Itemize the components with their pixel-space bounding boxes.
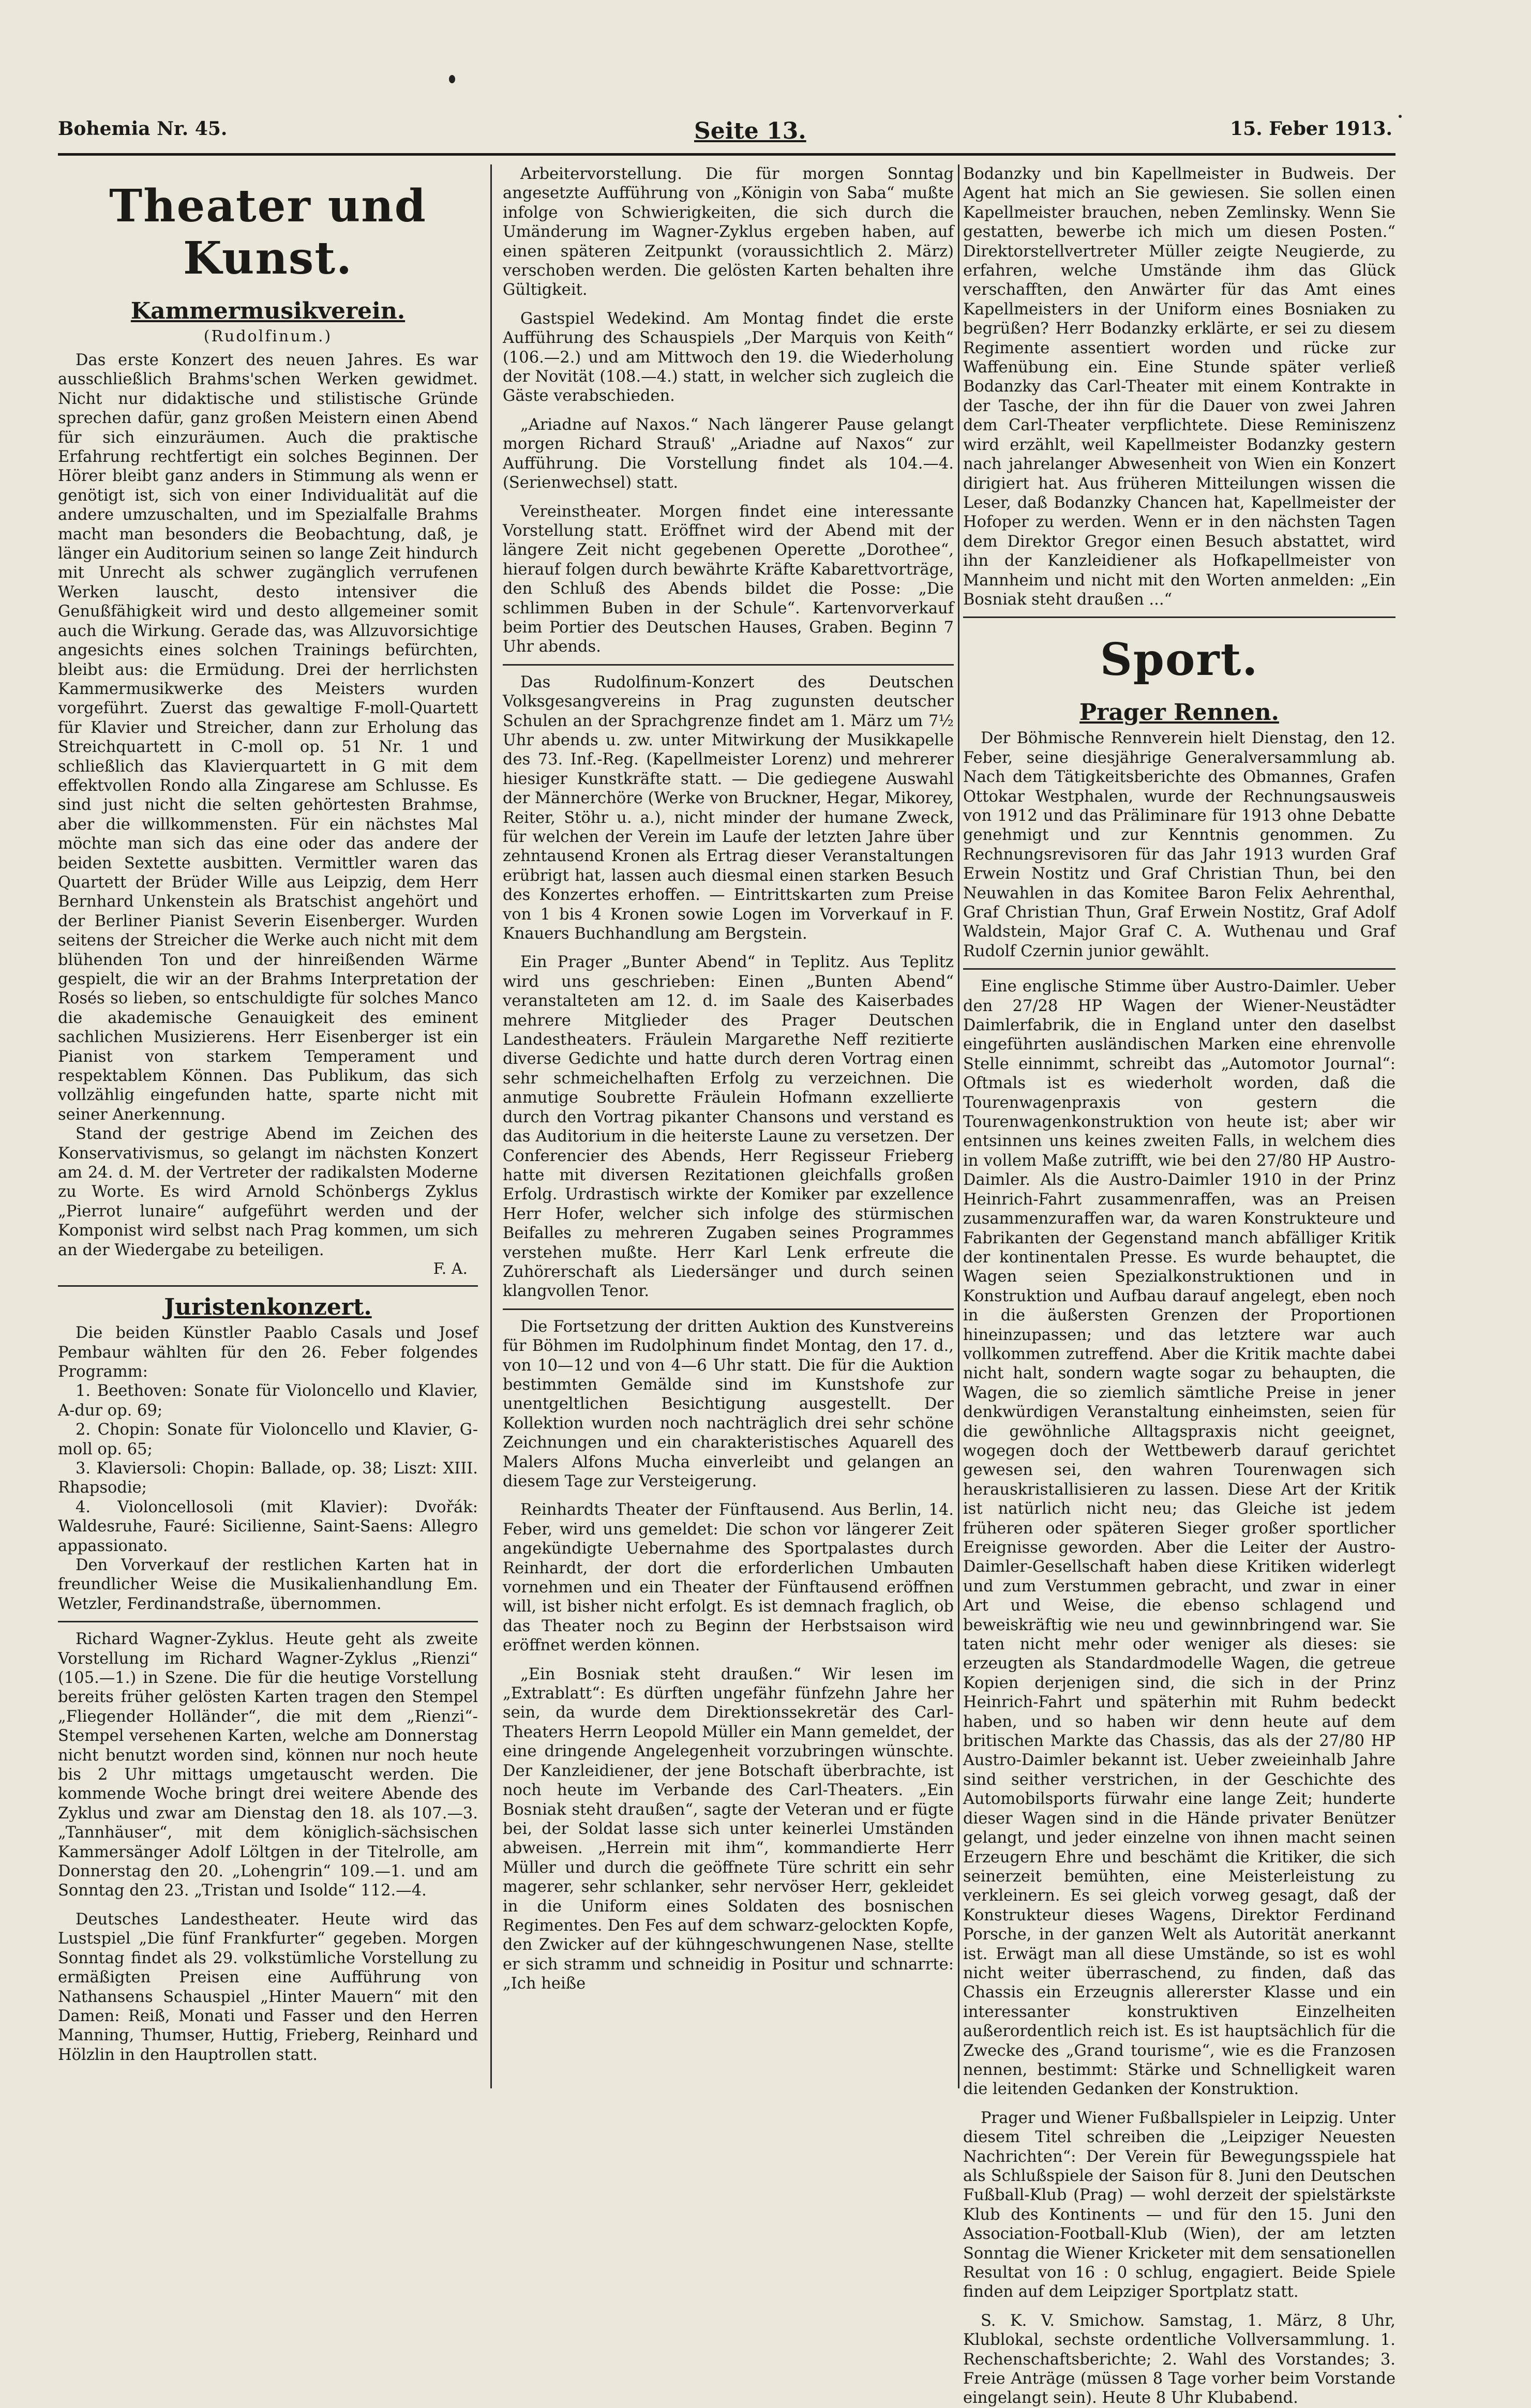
section-title-theater: Theater und Kunst. [109,180,427,284]
header-issue: Bohemia Nr. 45. [58,118,228,140]
article-text: Deutsches Landestheater. Heute wird das Lustspiel „Die fünf Frankfurter“ gegeben. Morgen Sonntag findet als 29. volkstümliche Vorstellung zu ermäßigten Preisen eine Aufführung von Nathansens Schauspiel „Hinter Mauern“ mit den Damen: Reiß, Monati und Fasser und den Herren Manning, Thumser, Huttig, Frieberg, Reinhard und Hölzlin in den Hauptrollen statt. [58,1910,478,2064]
program-item: 2. Chopin: Sonate für Violoncello und Klavier, G-moll op. 65; [58,1421,478,1458]
article-divider [503,664,954,666]
program-item: 4. Violoncellosoli (mit Klavier): Dvořák: Waldesruhe, Fauré: Sicilienne, Saint-Saens: Allegro appassionato. [58,1498,478,1555]
header-date: 15. Feber 1913. [1230,118,1392,140]
column-2 [503,164,954,2140]
article-text: Ein Prager „Bunter Abend“ in Teplitz. Aus Teplitz wird uns geschrieben: Einen „Bunten Abend“ veranstalteten am 12. d. im Saale des Kaiserbades mehrere Mitglieder des Prager Deutschen Landestheaters. Fräulein Margarethe Neff rezitierte diverse Gedichte und hatte durch deren Vortrag einen sehr schmeichelhaften Erfolg zu verzeichnen. Die anmutige Soubrette Fräulein Hofmann exzellierte durch den Vortrag pikanter Chansons und verstand es das Auditorium in die heiterste Laune zu versetzen. Der Conferencier des Abends, Herr Regisseur Frieberg hatte mit diversen Rezitationen gleichfalls großen Erfolg. Urdrastisch wirkte der Komiker par exzellence Herr Hofer, welcher sich infolge des stürmischen Beifalles zu mehreren Zugaben seines Programmes verstehen mußte. Herr Karl Lenk erfreute die Zuhörerschaft als Liedersänger und durch seinen klangvollen Tenor. [503,953,954,1301]
section-title-sport: Sport. [1100,634,1259,686]
article-divider [963,616,1395,618]
article-divider [58,1621,478,1622]
header-rule [58,153,1395,156]
article-divider [963,968,1395,970]
ink-spot [1399,115,1402,118]
article-signature: F. A. [433,1260,468,1278]
article-text: Richard Wagner-Zyklus. Heute geht als zweite Vorstellung im Richard Wagner-Zyklus „Rienzi“ (105.—1.) in Szene. Die für die heutige Vorstellung bereits früher gelösten Karten tragen den Stempel „Fliegender Holländer“, die mit dem „Rienzi“-Stempel versehenen Karten, welche am Donnerstag nicht benutzt worden sind, können nur noch heute bis 2 Uhr mittags umgetauscht werden. Die kommende Woche bringt drei weitere Abende des Zyklus und zwar am Dienstag den 18. als 107.—3. „Tannhäuser“, mit dem königlich-sächsischen Kammersänger Adolf Löltgen in der Titelrolle, am Donnerstag den 20. „Lohengrin“ 109.—1. und am Sonntag den 23. „Tristan und Isolde“ 112.—4. [58,1630,478,1900]
header-page-number: Seite 13. [694,118,806,144]
article-text: Das Rudolfinum-Konzert des Deutschen Volksgesangvereins in Prag zugunsten deutscher Schulen an der Sprachgrenze findet am 1. März um 7½ Uhr abends u. zw. unter Mitwirkung der Musikkapelle des 73. Inf.-Reg. (Kapellmeister Lorenz) und mehrerer hiesiger Kunstkräfte statt. — Die gediegene Auswahl der Männerchöre (Werke von Bruckner, Hegar, Mikorey, Reiter, Stöhr u. a.), nicht minder der humane Zweck, für welchen der Verein im Laufe der letzten Jahre über zehntausend Kronen als Ertrag dieser Veranstaltungen erübrigt hat, lassen auch diesmal einen starken Besuch des Konzertes erhoffen. — Eintrittskarten zum Preise von 1 bis 4 Kronen sowie Logen im Vorverkauf in F. Knauers Buchhandlung am Bergstein. [503,673,954,943]
article-text: Vereinstheater. Morgen findet eine interessante Vorstellung statt. Eröffnet wird der Abend mit der längere Zeit nicht gegebenen Operette „Dorothee“, hierauf folgen durch bewährte Kräfte Kabarettvorträge, den Schluß des Abends bildet die Posse: „Die schlimmen Buben in der Schule“. Kartenvorverkauf beim Portier des Deutschen Hauses, Graben. Beginn 7 Uhr abends. [503,502,954,656]
article-title-prager-rennen: Prager Rennen. [1079,699,1279,726]
article-text: Eine englische Stimme über Austro-Daimler. Ueber den 27/28 HP Wagen der Wiener-Neustädter Daimlerfabrik, die in England unter den daselbst eingeführten ausländischen Marken eine ehrenvolle Stelle einnimmt, schreibt das „Automotor Journal“: Oftmals ist es wiederholt worden, daß die Tourenwagenpraxis von gestern die Tourenwagenkonstruktion von heute ist; aber wir entsinnen uns keines zweiten Falls, in welchem dies in vollem Maße zutrifft, wie bei den 27/80 HP Austro-Daimler. Als die Austro-Daimler 1910 in der Prinz Heinrich-Fahrt zusammenraffen, was an Preisen zusammenzuraffen war, da waren Konstrukteure und Fabrikanten der Gegenstand manch abfälliger Kritik der kontinentalen Presse. Es wurde behauptet, die Wagen seien Spezialkonstruktionen und in Konstruktion und Aufbau darauf angelegt, eben noch in die äußersten Grenzen der Proportionen hineinzupassen; und das letztere war auch vollkommen zutreffend. Aber die Kritik machte dabei nicht halt, sondern wagte sogar zu behaupten, die Wagen, die so ziemlich sämtliche Preise in jener denkwürdigen Veranstaltung einheimsten, seien für die gewöhnliche Alltagspraxis nicht geeignet, wogegen doch der Wettbewerb darauf gerichtet gewesen sei, den wahren Tourenwagen sich herauskristallisieren zu lassen. Diese Art der Kritik ist natürlich nicht neu; das Gleiche ist jedem früheren oder späteren Sieger großer sportlicher Ereignisse geworden. Aber die Leiter der Austro-Daimler-Gesellschaft haben diese Kritiken widerlegt und zum Verstummen gebracht, und zwar in einer Art und Weise, die ebenso schlagend und beweiskräftig wie neu und gewinnbringend war. Sie taten nicht mehr oder weniger als dieses: sie erzeugten als Standardmodelle Wagen, die getreue Kopien derjenigen sind, die sich in der Prinz Heinrich-Fahrt und späterhin mit Ruhm bedeckt haben, und so haben wir denn heute auf dem britischen Markte das Chassis, das als der 27/80 HP Austro-Daimler bekannt ist. Ueber zweieinhalb Jahre sind seither verstrichen, in der Geschichte des Automobilsports fürwahr eine lange Zeit; hunderte dieser Wagen sind in die Hände privater Benützer gelangt, und jeder einzelne von ihnen macht seinen Erzeugern Ehre und beschämt die Kritiker, die sich seinerzeit bemühten, eine Meisterleistung zu verkleinern. Es sei gleich vorweg gesagt, daß der Konstrukteur dieses Wagens, Direktor Ferdinand Porsche, in der ganzen Welt als Autorität anerkannt ist. Erwägt man all diese Umstände, so ist es wohl nicht weiter überraschend, zu finden, daß das Chassis ein Erzeugnis allererster Klasse und ein interessanter konstruktiven Einzelheiten außerordentlich reich ist. Es ist hauptsächlich für die Zwecke des „Grand tourisme“, wie es die Franzosen nennen, bestimmt: Stärke und Schnelligkeit waren die leitenden Gedanken der Konstruktion. [963,977,1395,2099]
article-text: Den Vorverkauf der restlichen Karten hat in freundlicher Weise die Musikalienhandlung Em. Wetzler, Ferdinandstraße, übernommen. [58,1556,478,1613]
article-title-kammermusik: Kammermusikverein. [130,298,406,324]
page-header [58,118,1392,149]
column-rule-right [958,164,959,2088]
column-1 [58,164,478,2140]
article-text: Der Böhmische Rennverein hielt Dienstag, den 12. Feber, seine diesjährige Generalversammlung ab. Nach dem Tätigkeitsberichte des Obmannes, Grafen Ottokar Westphalen, wurde der Rechnungsausweis von 1912 und das Präliminare für 1913 ohne Debatte genehmigt und zur Kenntnis genommen. Zu Rechnungsrevisoren für das Jahr 1913 wurden Graf Erwein Nostitz und Graf Christian Thun, bei den Neuwahlen in das Komitee Baron Felix Aehrenthal, Graf Christian Thun, Graf Erwein Nostitz, Graf Adolf Waldstein, Major Graf C. A. Wuthenau und Graf Rudolf Czernin junior gewählt. [963,729,1395,960]
column-3 [963,164,1395,2407]
article-divider [58,1285,478,1287]
article-divider [503,1308,954,1310]
article-text: Stand der gestrige Abend im Zeichen des Konservativismus, so gelangt im nächsten Konzert am 24. d. M. der Vertreter der radikalsten Moderne zu Worte. Es wird Arnold Schönbergs Zyklus „Pierrot lunaire“ aufgeführt werden und der Komponist wird selbst nach Prag kommen, um sich an der Wiedergabe zu beteiligen. [58,1125,478,1259]
article-text: Gastspiel Wedekind. Am Montag findet die erste Aufführung des Schauspiels „Der Marquis von Keith“ (106.—2.) und am Mittwoch den 19. die Wiederholung der Novität (108.—4.) statt, in welcher sich zugleich die Gäste verabschieden. [503,309,954,405]
article-text: Arbeitervorstellung. Die für morgen Sonntag angesetzte Aufführung von „Königin von Saba“ mußte infolge von Schwierigkeiten, die sich durch die Umänderung im Wagner-Zyklus ergeben haben, auf einen späteren Zeitpunkt (voraussichtlich 2. März) verschoben werden. Die gelösten Karten behalten ihre Gültigkeit. [503,165,954,299]
article-text: Die beiden Künstler Paablo Casals und Josef Pembaur wählten für den 26. Feber folgendes Programm: [58,1324,478,1381]
program-item: 3. Klaviersoli: Chopin: Ballade, op. 38; Liszt: XIII. Rhapsodie; [58,1459,478,1497]
article-text: Prager und Wiener Fußballspieler in Leipzig. Unter diesem Titel schreiben die „Leipziger Neuesten Nachrichten“: Der Verein für Bewegungsspiele hat als Schlußspiele der Saison für 8. Juni den Deutschen Fußball-Klub (Prag) — wohl derzeit der spielstärkste Klub des Kontinents — und für den 15. Juni den Association-Football-Klub (Wien), der am letzten Sonntag die Wiener Kricketer mit dem sensationellen Resultat von 16 : 0 schlug, engagiert. Beide Spiele finden auf dem Leipziger Sportplatz statt. [963,2109,1395,2301]
article-text: Das erste Konzert des neuen Jahres. Es war ausschließlich Brahms'schen Werken gewidmet. Nicht nur didaktische und stilistische Gründe sprechen dafür, ganz großen Meistern einen Abend für sich einzuräumen. Auch die praktische Erfahrung rechtfertigt ein solches Beginnen. Der Hörer bleibt ganz anders in Stimmung als wenn er genötigt ist, sich von einer Individualität auf die andere umzuschalten, und im Spezialfalle Brahms macht man besonders die Beobachtung, daß, je länger ein Auditorium seinen so lange Zeit hindurch mit Unrecht als schwer zugänglich verrufenen Werken lauscht, desto intensiver die Genußfähigkeit wird und desto allgemeiner somit auch die Wirkung. Gerade das, was Allzuvorsichtige angesichts eines solchen Trainings befürchten, bleibt aus: die Ermüdung. Drei der herrlichsten Kammermusikwerke des Meisters wurden vorgeführt. Zuerst das gewaltige F-moll-Quartett für Klavier und Streicher, dann zur Erholung das Streichquartett in C-moll op. 51 Nr. 1 und schließlich das Klavierquartett in G mit dem effektvollen Rondo alla Zingarese am Schlusse. Es sind just nicht die selten gehörtesten Brahmse, aber die willkommensten. Für ein nächstes Mal möchte man sich das eine oder das andere der beiden Sextette ausbitten. Vermittler waren das Quartett der Brüder Wille aus Leipzig, dem Herr Bernhard Unkenstein als Bratschist angehört und der Berliner Pianist Severin Eisenberger. Wurden seitens der Streicher die Werke auch nicht mit dem blühenden Ton und der hinreißenden Wärme gespielt, die wir an der Brahms Interpretation der Rosés so lieben, so entschuldigte für solches Manco die akademische Genauigkeit des eminent sachlichen Musizierens. Herr Eisenberger ist ein Pianist von starkem Temperament und respektablem Können. Das Publikum, das sich vollzählig eingefunden hatte, sparte nicht mit seiner Anerkennung. [58,351,478,1124]
article-text: „Ariadne auf Naxos.“ Nach längerer Pause gelangt morgen Richard Strauß' „Ariadne auf Naxos“ zur Aufführung. Die Vorstellung findet als 104.—4. (Serienwechsel) statt. [503,415,954,492]
article-text: „Ein Bosniak steht draußen.“ Wir lesen im „Extrablatt“: Es dürften ungefähr fünfzehn Jahre her sein, da wurde dem Direktionssekretär des Carl-Theaters Herrn Leopold Müller ein Mann gemeldet, der eine dringende Angelegenheit vorzubringen wünschte. Der Kanzleidiener, der jene Botschaft überbrachte, ist noch heute im Verbande des Carl-Theaters. „Ein Bosniak steht draußen“, sagte der Veteran und er fügte bei, der Soldat lasse sich unter keinerlei Umständen abweisen. „Herrein mit ihm“, kommandierte Herr Müller und durch die geöffnete Türe schritt ein sehr magerer, sehr schlanker, sehr nervöser Herr, gekleidet in die Uniform eines Soldaten des bosnischen Regimentes. Den Fes auf dem schwarz-gelockten Kopfe, den Zwicker auf der kühngeschwungenen Nase, stellte er sich stramm und schneidig in Positur und schnarrte: „Ich heiße [503,1665,954,1993]
article-subtitle-rudolfinum: (Rudolfinum.) [203,327,333,345]
article-title-juristenkonzert: Juristenkonzert. [164,1294,372,1321]
program-item: 1. Beethoven: Sonate für Violoncello und Klavier, A-dur op. 69; [58,1382,478,1420]
ink-spot [449,75,455,83]
column-rule-left [490,164,492,2088]
article-text: S. K. V. Smichow. Samstag, 1. März, 8 Uhr, Klublokal, sechste ordentliche Vollversammlung. 1. Rechenschaftsberichte; 2. Wahl des Vorstandes; 3. Freie Anträge (müssen 8 Tage vorher beim Vorstande eingelangt sein). Heute 8 Uhr Klubabend. [963,2311,1395,2407]
article-text: Die Fortsetzung der dritten Auktion des Kunstvereins für Böhmen im Rudolphinum findet Montag, den 17. d., von 10—12 und von 4—6 Uhr statt. Die für die Auktion bestimmten Gemälde sind im Kunstshofe zur unentgeltlichen Besichtigung ausgestellt. Der Kollektion wurden noch nachträglich drei sehr schöne Zeichnungen und ein charakteristisches Aquarell des Malers Alfons Mucha einverleibt und gelangen an diesem Tage zur Versteigerung. [503,1317,954,1491]
article-text: Bodanzky und bin Kapellmeister in Budweis. Der Agent hat mich an Sie gewiesen. Sie sollen einen Kapellmeister brauchen, neben Zemlinsky. Wenn Sie gestatten, bewerbe ich mich um diesen Posten.“ Direktorstellvertreter Müller zeigte Neugierde, zu erfahren, welche Umstände ihm das Glück verschafften, den Anwärter für das Amt eines Kapellmeisters in der Uniform eines Bosniaken zu begrüßen? Herr Bodanzky erklärte, er sei zu diesem Regimente assentiert worden und rücke zur Waffenübung ein. Eine Stunde später verließ Bodanzky das Carl-Theater mit einem Kontrakte in der Tasche, der ihn für die Dauer von zwei Jahren dem Carl-Theater verpflichtete. Diese Reminiszenz wird erzählt, weil Kapellmeister Bodanzky gestern nach jahrelanger Abwesenheit von Wien ein Konzert dirigiert hat. Aus früheren Mitteilungen wissen die Leser, daß Bodanzky Chancen hat, Kapellmeister der Hofoper zu werden. Wenn er in den nächsten Tagen dem Direktor Gregor einen Besuch abstattet, wird ihn der Kanzleidiener als Hofkapellmeister von Mannheim und nicht mit den Worten anmelden: „Ein Bosniak steht draußen ...“ [963,165,1395,609]
article-text: Reinhardts Theater der Fünftausend. Aus Berlin, 14. Feber, wird uns gemeldet: Die schon vor längerer Zeit angekündigte Uebernahme des Sportpalastes durch Reinhardt, der dort die erforderlichen Umbauten vornehmen und ein Theater der Fünftausend eröffnen will, ist bisher nicht erfolgt. Es ist demnach fraglich, ob das Theater noch zu Beginn der Herbstsaison wird eröffnet werden können. [503,1501,954,1655]
